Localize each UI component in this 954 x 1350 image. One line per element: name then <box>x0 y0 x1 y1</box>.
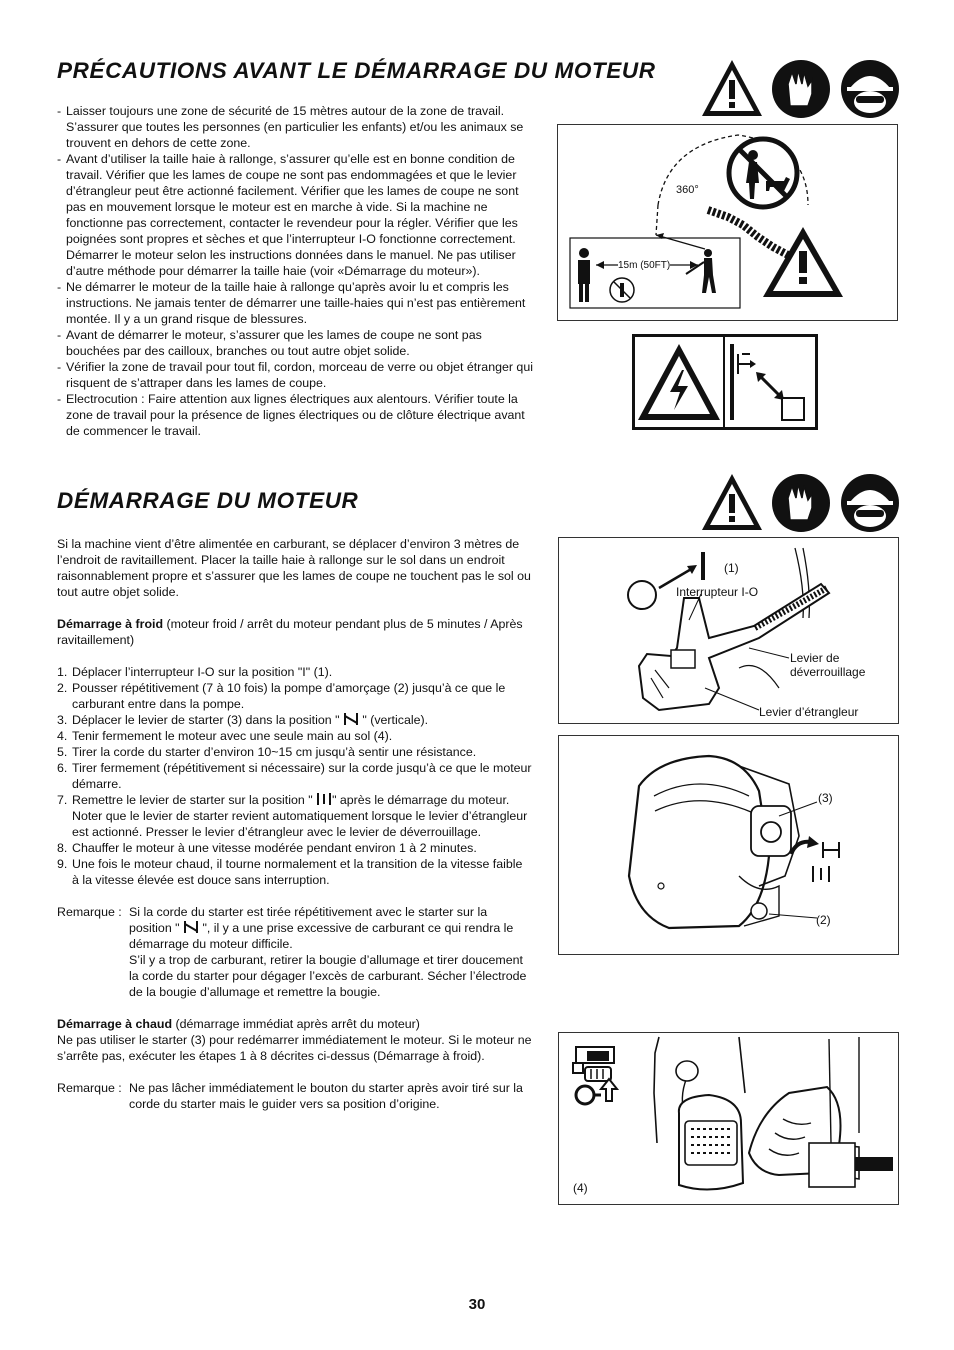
choke-closed-icon <box>823 842 839 858</box>
label-switch: Interrupteur I-O <box>676 585 759 599</box>
list-item: 9. Une fois le moteur chaud, il tourne normalement et la transition de la vitesse faible à la vitesse élevée est douce sans interruption. <box>57 857 523 887</box>
no-bystander-icon <box>610 278 634 302</box>
helmet-goggles-icon <box>841 474 899 532</box>
list-item: 8. Chauffer le moteur à une vitesse modérée pendant environ 1 à 2 minutes. <box>57 841 477 855</box>
engine-illustration <box>629 756 799 928</box>
hands-engine-illustration <box>654 1037 893 1190</box>
pull-starter-icon <box>573 1047 617 1104</box>
remark-label: Remarque : <box>57 905 122 919</box>
section-title-demarrage: DÉMARRAGE DU MOTEUR <box>57 488 359 513</box>
list-item: - Avant de démarrer le moteur, s’assurer que les lames de coupe ne sont pas bouchées par des cailloux, branches ou tout autre objet solide. <box>57 327 536 359</box>
warning-triangle-icon <box>763 227 843 297</box>
cold-start-heading <box>57 616 532 648</box>
figure-switch <box>558 537 899 724</box>
figure-engine-choke <box>558 735 899 955</box>
gloves-icon <box>772 60 830 118</box>
gloves-icon <box>772 474 830 532</box>
list-item: 4. Tenir fermement le moteur avec une seule main au sol (4). <box>57 729 393 743</box>
list-item: 3. Déplacer le levier de starter (3) dans la position " " (verticale). <box>57 713 429 727</box>
precautions-list <box>57 103 536 439</box>
cold-start-subtitle: (moteur froid / arrêt du moteur pendant plus de 5 minutes / Après ravitaillement) <box>57 617 523 647</box>
list-item: 7. Remettre le levier de starter sur la position " " après le démarrage du moteur. Noter que le levier de starter revient automatiquement lorsque le levier d’étrangleur est actionné. Presser le levier d’étrangleur avec le levier de déverrouillage. <box>57 793 528 839</box>
label-n2: (2) <box>816 913 831 927</box>
hot-start-title: Démarrage à chaud <box>57 1017 173 1031</box>
hot-start-heading <box>57 1016 532 1032</box>
no-people-animals-icon <box>729 139 797 207</box>
list-item: - Avant d’utiliser la taille haie à rallonge, s’assurer qu’elle est en bonne condition de travail. Vérifier que les lames de coupe ne sont pas endommagées et que le levier d’étrangleur peut être actionné facilement. Vérifier que les lames de coupe ne sont pas en mouvement lorsque le moteur est en marche à vide. Si la machine ne fonctionne pas correctement, contacter le revendeur pour la régler. Vérifier que les poignées sont propres et sèches et que l’interrupteur I-O fonctionne correctement. Démarrer le moteur selon les instructions données dans le manuel. Ne pas utiliser d’autre méthode pour démarrer la taille haie (voir «Démarrage du moteur»). <box>57 151 536 279</box>
intro-paragraph: Si la machine vient d’être alimentée en carburant, se déplacer d’environ 3 mètres de l’endroit de ravitaillement. Placer la taille haie à rallonge sur le sol dans un endroit raisonnablement propre et s’assurer que les lames de coupe ne touchent pas le sol ou tout autre objet solide. <box>57 537 531 599</box>
list-item: - Ne démarrer le moteur de la taille haie à rallonge qu’après avoir lu et compris les instructions. Ne jamais tenter de démarrer une taille-haies qui n’est pas entièrement montée. Il y a un grand risque de blessures. <box>57 279 536 327</box>
rotate-arrow-icon <box>791 836 819 854</box>
choke-closed-icon <box>183 921 199 933</box>
remark-label: Remarque : <box>57 1081 122 1095</box>
remark-text: S’il y a trop de carburant, retirer la bougie d’allumage et tirer doucement la corde du starter pour dégager l’excès de carburant. Sécher l’électrode de la bougie d’allumage et remettre la bougie. <box>129 953 527 999</box>
figure-hold-engine <box>558 1032 899 1205</box>
angle-label: 360° <box>676 184 699 196</box>
list-item: 6. Tirer fermement (répétitivement si nécessaire) sur la corde jusqu’à ce que le moteur démarre. <box>57 761 532 791</box>
section-title-precautions: PRÉCAUTIONS AVANT LE DÉMARRAGE DU MOTEUR <box>57 58 656 83</box>
choke-open-icon <box>316 793 332 805</box>
label-throttle-lever: Levier d’étrangleur <box>759 705 859 719</box>
helmet-goggles-icon <box>841 60 899 118</box>
label-n4: (4) <box>573 1181 588 1195</box>
remark-1 <box>57 904 532 1000</box>
label-n3: (3) <box>818 791 833 805</box>
page-number: 30 <box>468 1296 486 1313</box>
list-item: - Vérifier la zone de travail pour tout fil, cordon, morceau de verre ou objet étranger qui risquent de s’attraper dans les lames de coupe. <box>57 359 536 391</box>
choke-open-icon <box>813 866 829 882</box>
list-item: 2. Pousser répétitivement (7 à 10 fois) la pompe d’amorçage (2) jusqu’à ce que le carburant entre dans la pompe. <box>57 681 506 711</box>
cold-start-steps <box>57 664 532 888</box>
figure-safety-zone <box>557 124 898 321</box>
remark-text: Si la corde du starter est tirée répétitivement avec le starter sur la position " ", il y a une prise excessive de carburant ce qui rendra le démarrage du moteur difficile. <box>129 905 514 951</box>
figure-electrocution-sign <box>632 334 818 430</box>
distance-label: 15m (50FT) <box>618 260 671 271</box>
choke-closed-icon <box>343 713 359 725</box>
throttle-handle-illustration <box>639 584 829 710</box>
warning-triangle-icon <box>702 60 762 116</box>
label-n1: (1) <box>724 561 739 575</box>
list-item: - Electrocution : Faire attention aux lignes électriques aux alentours. Vérifier toute la zone de travail pour la présence de lignes électriques ou de clôture électrique avant de commencer le travail. <box>57 391 536 439</box>
warning-triangle-icon <box>702 474 762 530</box>
list-item: 1. Déplacer l’interrupteur I-O sur la position "I" (1). <box>57 665 333 679</box>
hot-start-subtitle: (démarrage immédiat après arrêt du moteur) <box>172 1017 420 1031</box>
remark-2 <box>57 1080 532 1112</box>
list-item: 5. Tirer la corde du starter d’environ 10~15 cm jusqu’à sentir une résistance. <box>57 745 477 759</box>
remark-text: Ne pas lâcher immédiatement le bouton du starter après avoir tiré sur la corde du starter mais le guider vers sa position d’origine. <box>129 1081 523 1111</box>
hot-start-text: Ne pas utiliser le starter (3) pour redémarrer immédiatement le moteur. Si le moteur ne s’arrête pas, exécuter les étapes 1 à 8 décrites ci-dessus (Démarrage à froid). <box>57 1033 532 1063</box>
list-item: - Laisser toujours une zone de sécurité de 15 mètres autour de la zone de travail. S’assurer que toutes les personnes (en particulier les enfants) et/ou les animaux se trouvent en dehors de cette zone. <box>57 103 536 151</box>
label-release-lever: Levier de déverrouillage <box>790 651 866 679</box>
demarrage-text <box>57 536 532 1112</box>
cold-start-title: Démarrage à froid <box>57 617 164 631</box>
safety-icons-top <box>700 58 900 120</box>
safety-icons-bottom <box>700 472 900 534</box>
